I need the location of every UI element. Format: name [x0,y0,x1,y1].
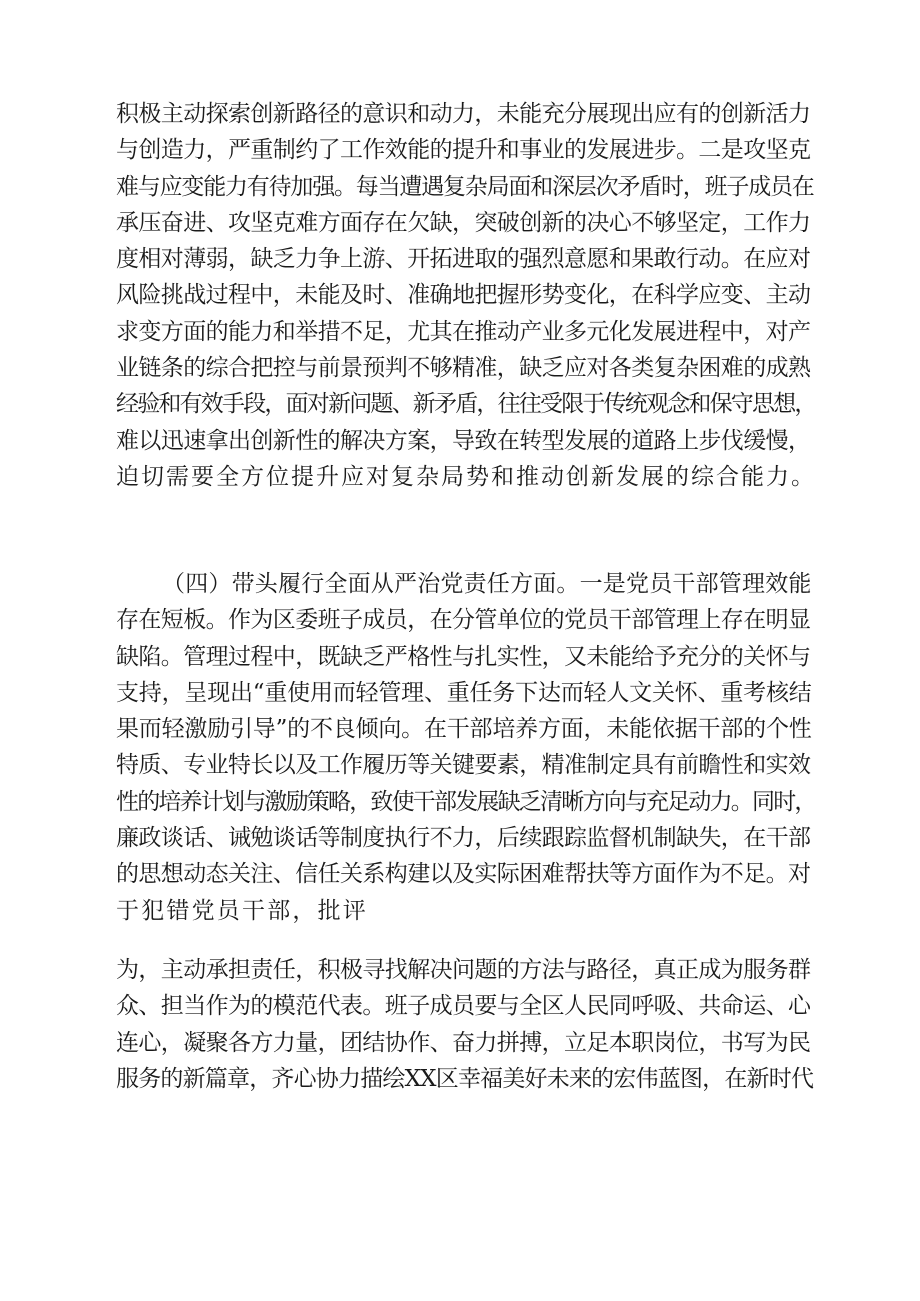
paragraph-responsibility [116,952,816,1097]
text-line: 风险挑战过程中，未能及时、准确地把握形势变化，在科学应变、主动 [116,282,811,309]
text-line: 缺陷。管理过程中，既缺乏严格性与扎实性，又未能给予充分的关怀与 [116,643,811,670]
text-line: 为，主动承担责任，积极寻找解决问题的方法与路径，真正成为服务群 [116,957,811,983]
text-line: 积极主动探索创新路径的意识和动力，未能充分展现出应有的创新活力 [116,101,811,127]
text-line: 迫切需要全方位提升应对复杂局势和推动创新发展的综合能力。 [116,463,816,490]
text-line: 性的培养计划与激励策略，致使干部发展缺乏清晰方向与充足动力。同时， [116,788,816,815]
text-line: 经验和有效手段，面对新问题、新矛盾，往往受限于传统观念和保守思想， [116,391,816,418]
text-line: 廉政谈话、诫勉谈话等制度执行不力，后续跟踪监督机制缺失，在干部 [116,825,811,852]
paragraph-party-governance [116,566,816,929]
text-line: 难与应变能力有待加强。每当遭遇复杂局面和深层次矛盾时，班子成员在 [116,173,814,200]
text-line: 特质、专业特长以及工作履历等关键要素，精准制定具有前瞻性和实效 [116,752,811,779]
text-line: 众、担当作为的模范代表。班子成员要与全区人民同呼吸、共命运、心 [116,993,811,1020]
text-line: 度相对薄弱，缺乏力争上游、开拓进取的强烈意愿和果敢行动。在应对 [116,246,811,273]
text-line: 与创造力，严重制约了工作效能的提升和事业的发展进步。二是攻坚克 [116,137,811,164]
text-line: 承压奋进、攻坚克难方面存在欠缺，突破创新的决心不够坚定，工作力 [116,209,811,236]
section-heading-line: （四）带头履行全面从严治党责任方面。一是党员干部管理效能 [162,571,812,597]
text-line: 连心，凝聚各方力量，团结协作、奋力拼搏，立足本职岗位，书写为民 [116,1029,811,1056]
text-line: 的思想动态关注、信任关系构建以及实际困难帮扶等方面作为不足。对 [116,861,811,888]
text-line: 业链条的综合把控与前景预判不够精准，缺乏应对各类复杂困难的成熟 [116,355,811,382]
text-line: 求变方面的能力和举措不足，尤其在推动产业多元化发展进程中，对产 [116,318,811,345]
paragraph-innovation-capacity [116,96,816,495]
text-line: 果而轻激励引导”的不良倾向。在干部培养方面，未能依据干部的个性 [116,716,812,743]
text-line: 服务的新篇章，齐心协力描绘XX区幸福美好未来的宏伟蓝图，在新时代 [116,1065,814,1092]
text-line: 存在短板。作为区委班子成员，在分管单位的党员干部管理上存在明显 [116,607,811,634]
text-line: 支持，呈现出“重使用而轻管理、重任务下达而轻人文关怀、重考核结 [116,679,812,706]
text-line: 难以迅速拿出创新性的解决方案，导致在转型发展的道路上步伐缓慢， [116,427,811,454]
text-line: 于犯错党员干部，批评 [116,897,368,924]
